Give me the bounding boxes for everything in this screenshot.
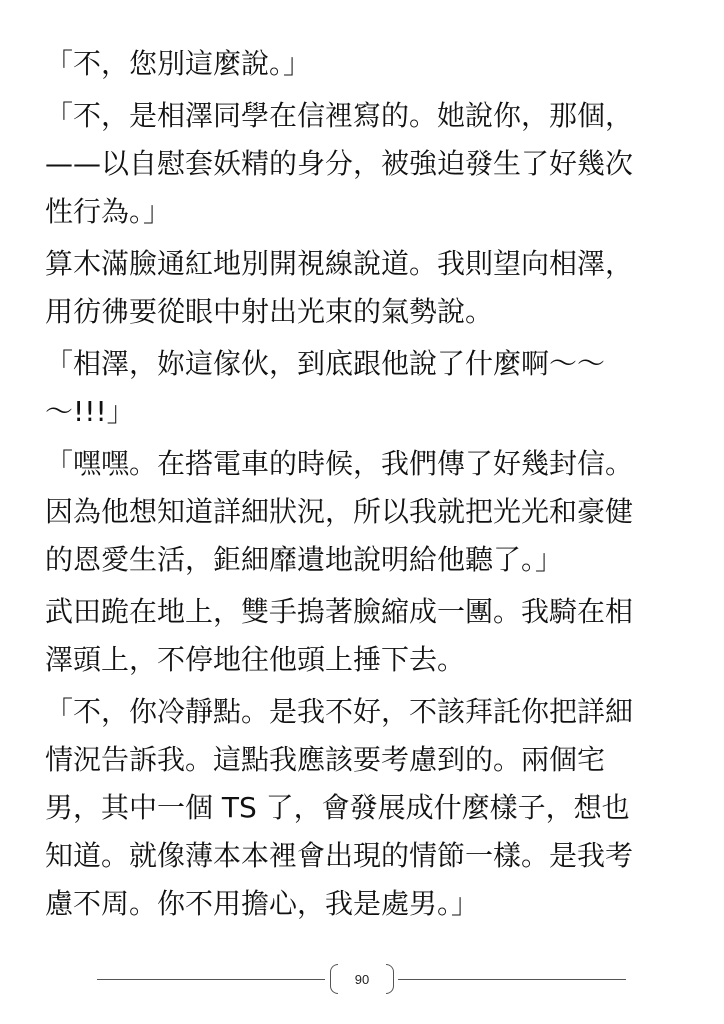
text-line: 知道。就像薄本本裡會出現的情節一樣。是我考: [45, 839, 634, 872]
footer-rule-right: [398, 979, 626, 980]
page-number: 90: [354, 972, 370, 987]
paragraph: [45, 440, 685, 584]
text-line: 「相澤，妳這傢伙，到底跟他說了什麼啊～～: [45, 347, 606, 380]
page-footer: [0, 962, 724, 998]
paragraph: [45, 40, 685, 88]
text-line: 武田跪在地上，雙手摀著臉縮成一團。我騎在相: [45, 595, 634, 628]
footer-bracket-left: [330, 964, 338, 994]
text-line: 性行為。」: [45, 195, 172, 228]
paragraph: [45, 340, 685, 436]
text-line: 情況告訴我。這點我應該要考慮到的。兩個宅: [45, 743, 606, 776]
paragraph: [45, 240, 685, 336]
footer-rule-left: [97, 979, 325, 980]
text-line: ——以自慰套妖精的身分，被強迫發生了好幾次: [45, 147, 634, 180]
page-body: [45, 40, 685, 932]
text-line: 的恩愛生活，鉅細靡遺地說明給他聽了。」: [45, 543, 564, 576]
text-line: 慮不周。你不用擔心，我是處男。」: [45, 887, 480, 920]
text-line: 「不，你冷靜點。是我不好，不該拜託你把詳細: [45, 695, 634, 728]
text-line: 「不，您別這麼說。」: [45, 47, 312, 80]
text-line: 用彷彿要從眼中射出光束的氣勢說。: [45, 295, 494, 328]
paragraph: [45, 92, 685, 236]
paragraph: [45, 688, 685, 928]
text-line: 算木滿臉通紅地別開視線說道。我則望向相澤，: [45, 247, 634, 280]
text-line: 「嘿嘿。在搭電車的時候，我們傳了好幾封信。: [45, 447, 634, 480]
text-line: 因為他想知道詳細狀況，所以我就把光光和豪健: [45, 495, 634, 528]
text-line: 「不，是相澤同學在信裡寫的。她說你，那個，: [45, 99, 634, 132]
text-line: ～!!!」: [45, 395, 135, 428]
paragraph: [45, 588, 685, 684]
text-line: 男，其中一個 TS 了，會發展成什麼樣子，想也: [45, 791, 630, 824]
footer-bracket-right: [386, 964, 394, 994]
text-line: 澤頭上，不停地往他頭上捶下去。: [45, 643, 466, 676]
